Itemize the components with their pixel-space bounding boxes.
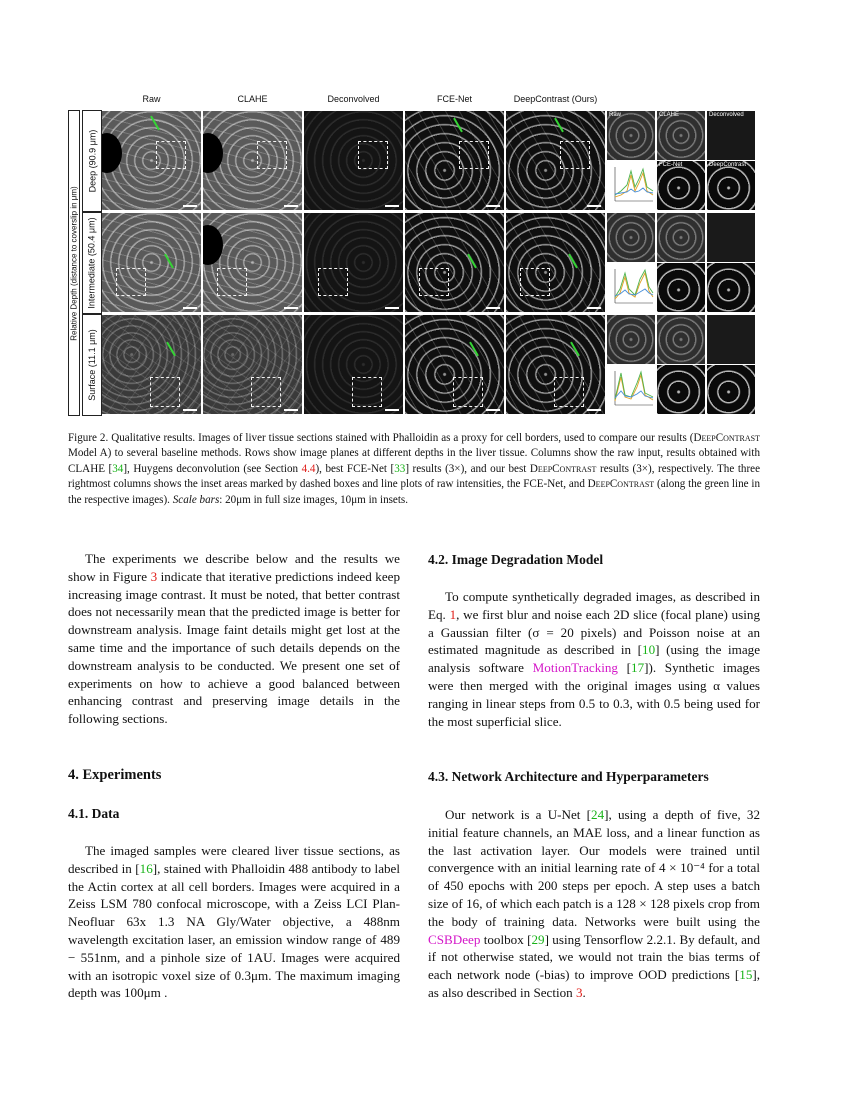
image-surface-fce-net	[405, 315, 504, 414]
line-plot-surface	[607, 365, 655, 414]
image-deep-clahe	[203, 111, 302, 210]
inset-intermediate-raw	[607, 213, 655, 262]
row-label-surface: Surface (11.1 μm)	[87, 329, 98, 401]
image-intermediate-fce-net	[405, 213, 504, 312]
section-link[interactable]: 3	[576, 984, 583, 1000]
image-surface-deepcontrast	[506, 315, 605, 414]
image-surface-clahe	[203, 315, 302, 414]
inset-intermediate-deepcontrast	[707, 263, 755, 312]
network-paragraph: Our network is a U-Net [24], using a depth of five, 32 initial feature channels, an MAE loss, and a linear function as the last activation layer. Our models were trained until convergence with an initial learning rate of 4 × 10⁻⁴ for a total of 450 epochs with 200 steps per epoch. A step uses a batch size of 16, of which each patch is a 128 × 128 pixels crop from the body of training data. Networks were built using the CSBDeep toolbox [29] using Tensorflow 2.2.1. By default, and if not otherwise stated, we would not train the bias terms of each network node (-bias) to improve OOD predictions [15], as also described in Section 3.	[428, 807, 760, 1000]
intro-paragraph: The experiments we describe below and the results we show in Figure 3 indicate that iterative predictions indeed keep increasing image contrast. It must be noted, that better contrast does not necessarily mean that the predicted image is better for downstream analysis. Image faint details might get lost at the same time and the importance of such details depends on the downstream analysis to be conducted. We present one set of experiments on how to achieve a good balanced between enhancing contrast and preserving image details in the following sections.	[68, 551, 400, 727]
inset-deep-clahe: CLAHE	[657, 111, 705, 160]
line-plot-deep	[607, 161, 655, 210]
image-deep-deconvolved	[304, 111, 403, 210]
csbdeep-link[interactable]: CSBDeep	[428, 931, 481, 947]
col-header-deepcontrast: DeepContrast (Ours)	[513, 94, 598, 104]
citation-link[interactable]: 34	[112, 462, 124, 475]
image-surface-deconvolved	[304, 315, 403, 414]
inset-intermediate-clahe	[657, 213, 705, 262]
subsection-heading-degradation: 4.2. Image Degradation Model	[428, 552, 604, 567]
equation-link[interactable]: 1	[449, 606, 457, 622]
figure-link[interactable]: 3	[150, 568, 158, 584]
citation-link[interactable]: 17	[631, 660, 645, 676]
figure-caption: Figure 2. Qualitative results. Images of liver tissue sections stained with Phalloidin as a proxy for cell borders, used to compare our results (DeepContrast Model A) to several baseline methods. Rows show image planes at different depths in the liver tissue. Columns show the raw input, results obtained with CLAHE [34], Huygens deconvolution (see Section 4.4), best FCE-Net [33] results (3×), and our best DeepContrast results (3×), respectively. The three rightmost columns shows the inset areas marked by dashed boxes and line plots of raw intensities, the FCE-Net, and DeepContrast (along the green line in the respective images). Scale bars: 20μm in full size images, 10μm in insets.	[68, 432, 760, 506]
caption-label: Figure 2.	[68, 432, 109, 444]
inset-surface-raw	[607, 315, 655, 364]
col-header-fce-net: FCE-Net	[436, 94, 472, 104]
image-intermediate-deepcontrast	[506, 213, 605, 312]
figure-2	[68, 94, 760, 416]
inset-surface-fce-net	[657, 365, 705, 414]
citation-link[interactable]: 16	[139, 860, 153, 876]
data-paragraph: The imaged samples were cleared liver tissue sections, as described in [16], stained with Phalloidin 488 antibody to label the Actin cortex at all cell borders. Images were acquired in a Zeiss LSM 780 confocal microscope, with a Zeiss LCI Plan-Neofluar 63x 1.3 NA Gly/Water objective, a 488nm wavelength excitation laser, an emission window range of 489 − 551nm, and a pinhole size of 1AU. Images were acquired with an isotropic voxel size of 0.3μm. The maximum imaging depth was 100μm .	[68, 843, 401, 1001]
col-header-raw: Raw	[142, 94, 161, 104]
inset-surface-deconvolved	[707, 315, 755, 364]
subsection-heading-data: 4.1. Data	[68, 806, 120, 821]
image-intermediate-clahe	[203, 213, 302, 312]
image-surface-raw	[102, 315, 201, 414]
degradation-paragraph: To compute synthetically degraded images, as described in Eq. 1, we first blur and noise each 2D slice (focal plane) using a Gaussian filter (σ = 20 pixels) and Poisson noise at an estimated magnitude as described in [10] (using the image analysis software MotionTracking [17]). Synthetic images were then merged with the original images using α values ranging in linear steps from 0.5 to 0.3, with 0.5 being used for the most superficial slice.	[428, 589, 761, 729]
inset-surface-deepcontrast	[707, 365, 755, 414]
image-deep-fce-net	[405, 111, 504, 210]
inset-deep-fce-net: FCE-Net	[657, 161, 705, 210]
citation-link[interactable]: 24	[591, 807, 605, 822]
col-header-deconvolved: Deconvolved	[327, 94, 380, 104]
inset-intermediate-fce-net	[657, 263, 705, 312]
citation-link[interactable]: 15	[739, 967, 753, 983]
line-plot-deep-svg	[607, 161, 655, 210]
inset-surface-clahe	[657, 315, 705, 364]
image-intermediate-deconvolved	[304, 213, 403, 312]
inset-intermediate-deconvolved	[707, 213, 755, 262]
subsection-heading-network: 4.3. Network Architecture and Hyperparameters	[428, 769, 709, 784]
citation-link[interactable]: 10	[642, 642, 656, 658]
citation-link[interactable]: 33	[394, 462, 406, 475]
section-link[interactable]: 4.4	[301, 462, 316, 475]
citation-link[interactable]: 29	[531, 931, 545, 947]
section-heading-experiments: 4. Experiments	[68, 767, 162, 783]
image-deep-deepcontrast	[506, 111, 605, 210]
motiontracking-link[interactable]: MotionTracking	[532, 660, 618, 676]
inset-deep-deepcontrast: DeepContrast	[707, 161, 755, 210]
depth-axis-label: Relative Depth (distance to coverslip in μm)	[69, 185, 79, 341]
image-deep-raw	[102, 111, 201, 210]
inset-deep-deconvolved: Deconvolved	[707, 111, 755, 160]
inset-deep-raw: Raw	[607, 111, 655, 160]
row-label-deep: Deep (90.9 μm)	[87, 129, 97, 193]
row-label-intermediate: Intermediate (50.4 μm)	[87, 217, 98, 309]
line-plot-intermediate	[607, 263, 655, 312]
image-intermediate-raw	[102, 213, 201, 312]
col-header-clahe: CLAHE	[237, 94, 268, 104]
